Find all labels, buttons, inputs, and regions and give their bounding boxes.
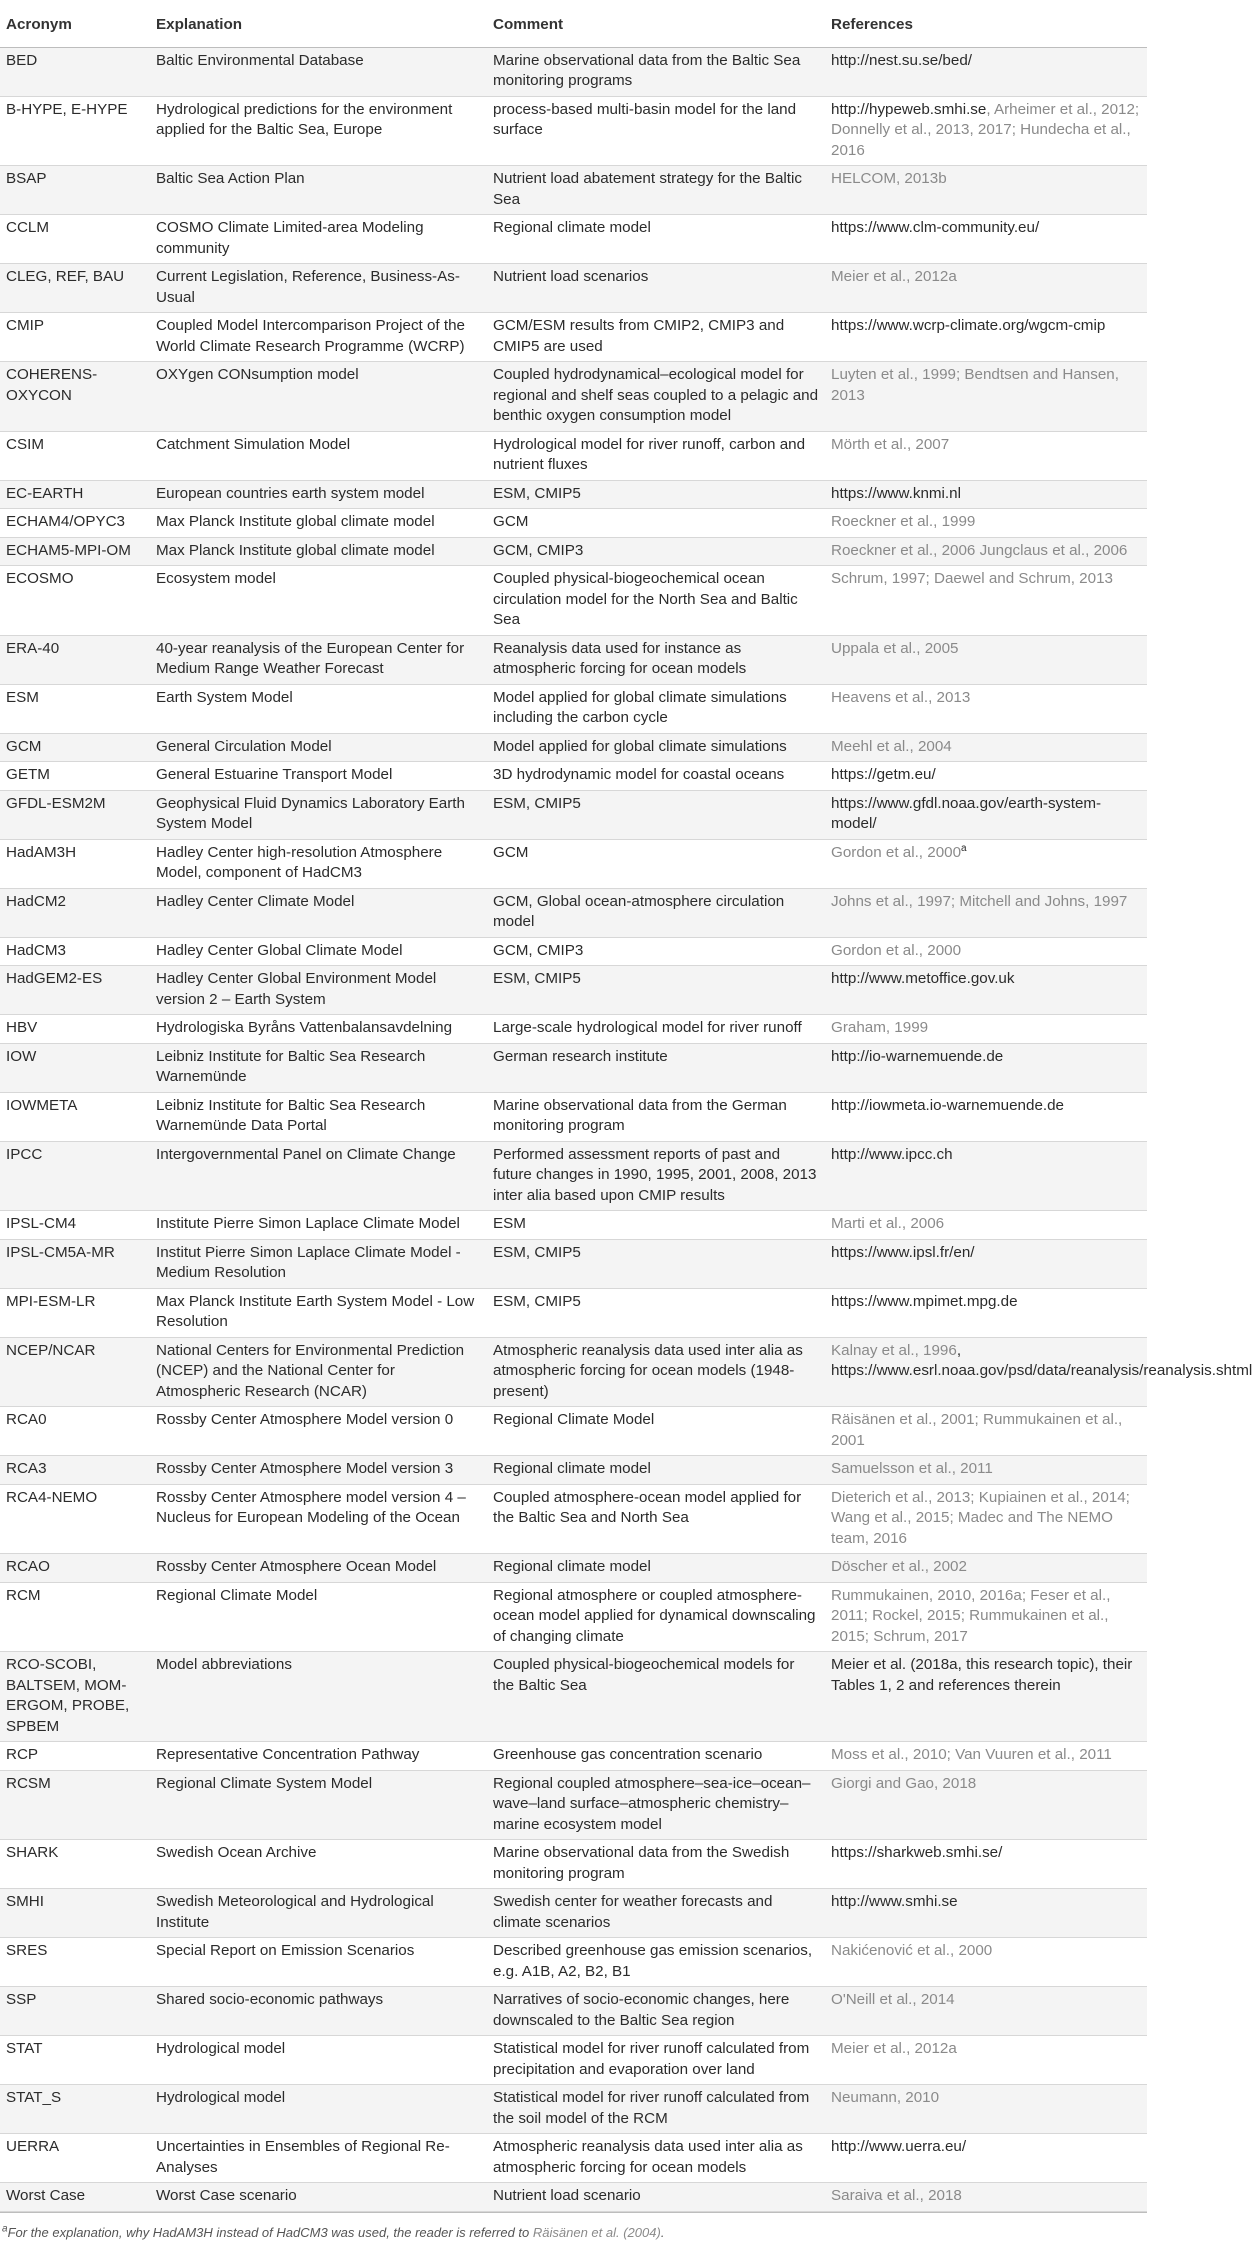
comment-cell: GCM, CMIP3 xyxy=(487,537,825,566)
table-row xyxy=(0,790,1147,839)
acronym-cell: CLEG, REF, BAU xyxy=(0,264,150,313)
header-explanation: Explanation xyxy=(150,6,487,47)
reference-citation[interactable]: Saraiva et al., 2018 xyxy=(831,2187,962,2204)
acronym-cell: IOWMETA xyxy=(0,1092,150,1141)
reference-citation[interactable]: Dieterich et al., 2013; Kupiainen et al., 2014; Wang et al., 2015; Madec and The NEMO team, 2016 xyxy=(831,1489,1130,1547)
explanation-cell: Ecosystem model xyxy=(150,566,487,636)
table-row xyxy=(0,2183,1147,2212)
references-cell xyxy=(825,96,1147,166)
references-cell xyxy=(825,1092,1147,1141)
reference-link[interactable]: https://www.knmi.nl xyxy=(831,485,961,502)
explanation-cell: Coupled Model Intercomparison Project of the World Climate Research Programme (WCRP) xyxy=(150,313,487,362)
acronym-cell: RCSM xyxy=(0,1770,150,1840)
footnote-mark: a xyxy=(2,2223,8,2234)
acronym-cell: CMIP xyxy=(0,313,150,362)
reference-citation[interactable]: Gordon et al., 2000 xyxy=(831,844,961,861)
references-cell xyxy=(825,1141,1147,1211)
acronym-cell: Worst Case xyxy=(0,2183,150,2212)
comment-cell: GCM/ESM results from CMIP2, CMIP3 and CMIP5 are used xyxy=(487,313,825,362)
explanation-cell: Swedish Ocean Archive xyxy=(150,1840,487,1889)
references-cell xyxy=(825,1015,1147,1044)
references-cell xyxy=(825,1288,1147,1337)
reference-citation[interactable]: Luyten et al., 1999; Bendtsen and Hansen, 2013 xyxy=(831,366,1119,404)
acronym-cell: IPSL-CM4 xyxy=(0,1211,150,1240)
explanation-cell: Institut Pierre Simon Laplace Climate Model - Medium Resolution xyxy=(150,1239,487,1288)
references-cell xyxy=(825,566,1147,636)
table-row xyxy=(0,1742,1147,1771)
reference-citation[interactable]: , xyxy=(986,101,994,118)
reference-citation[interactable]: HELCOM, 2013b xyxy=(831,170,947,187)
references-cell xyxy=(825,2134,1147,2183)
references-cell xyxy=(825,1043,1147,1092)
comment-cell: GCM xyxy=(487,509,825,538)
references-cell xyxy=(825,1938,1147,1987)
explanation-cell: Rossby Center Atmosphere model version 4 – Nucleus for European Modeling of the Ocean xyxy=(150,1484,487,1554)
acronym-cell: IPSL-CM5A-MR xyxy=(0,1239,150,1288)
comment-cell: Marine observational data from the German monitoring program xyxy=(487,1092,825,1141)
reference-citation[interactable]: Uppala et al., 2005 xyxy=(831,640,959,657)
comment-cell: Regional climate model xyxy=(487,1456,825,1485)
explanation-cell: Special Report on Emission Scenarios xyxy=(150,1938,487,1987)
comment-cell: Regional climate model xyxy=(487,215,825,264)
reference-link[interactable]: https://www.clm-community.eu/ xyxy=(831,219,1039,236)
table-row xyxy=(0,264,1147,313)
table-row xyxy=(0,684,1147,733)
references-cell xyxy=(825,1239,1147,1288)
references-cell xyxy=(825,1987,1147,2036)
reference-link[interactable]: http://iowmeta.io-warnemuende.de xyxy=(831,1097,1064,1114)
references-cell xyxy=(825,2085,1147,2134)
explanation-cell: Hydrological predictions for the environment applied for the Baltic Sea, Europe xyxy=(150,96,487,166)
references-cell xyxy=(825,888,1147,937)
explanation-cell: European countries earth system model xyxy=(150,480,487,509)
acronym-cell: RCA0 xyxy=(0,1407,150,1456)
table-row xyxy=(0,888,1147,937)
references-cell xyxy=(825,2183,1147,2212)
acronym-cell: STAT xyxy=(0,2036,150,2085)
references-cell xyxy=(825,1211,1147,1240)
explanation-cell: Baltic Sea Action Plan xyxy=(150,166,487,215)
reference-citation[interactable]: Arheimer et al., 2012; Donnelly et al., 2013, 2017; Hundecha et al., 2016 xyxy=(831,101,1139,159)
reference-link[interactable]: http://hypeweb.smhi.se xyxy=(831,101,986,118)
table-row xyxy=(0,215,1147,264)
acronym-cell: HadCM2 xyxy=(0,888,150,937)
explanation-cell: 40-year reanalysis of the European Center for Medium Range Weather Forecast xyxy=(150,635,487,684)
references-cell xyxy=(825,509,1147,538)
footnote-mark: a xyxy=(961,842,967,853)
reference-citation[interactable]: Marti et al., 2006 xyxy=(831,1215,944,1232)
explanation-cell: Max Planck Institute global climate model xyxy=(150,537,487,566)
acronym-cell: CCLM xyxy=(0,215,150,264)
acronym-cell: ECHAM5-MPI-OM xyxy=(0,537,150,566)
reference-link[interactable]: http://www.ipcc.ch xyxy=(831,1146,953,1163)
acronym-cell: GCM xyxy=(0,733,150,762)
comment-cell: Marine observational data from the Baltic Sea monitoring programs xyxy=(487,47,825,96)
reference-link[interactable]: http://www.metoffice.gov.uk xyxy=(831,970,1014,987)
explanation-cell: Catchment Simulation Model xyxy=(150,431,487,480)
explanation-cell: Hadley Center Global Environment Model version 2 – Earth System xyxy=(150,966,487,1015)
table-row xyxy=(0,96,1147,166)
table-footnote xyxy=(0,2212,1147,2243)
comment-cell: Regional climate model xyxy=(487,1554,825,1583)
comment-cell: process-based multi-basin model for the land surface xyxy=(487,96,825,166)
acronym-cell: ERA-40 xyxy=(0,635,150,684)
header-comment: Comment xyxy=(487,6,825,47)
explanation-cell: Leibniz Institute for Baltic Sea Research Warnemünde Data Portal xyxy=(150,1092,487,1141)
table-row xyxy=(0,480,1147,509)
explanation-cell: Hydrological model xyxy=(150,2085,487,2134)
table-row xyxy=(0,1239,1147,1288)
acronym-cell: B-HYPE, E-HYPE xyxy=(0,96,150,166)
comment-cell: ESM, CMIP5 xyxy=(487,1288,825,1337)
reference-citation[interactable]: Döscher et al., 2002 xyxy=(831,1558,967,1575)
references-cell xyxy=(825,790,1147,839)
references-cell xyxy=(825,1484,1147,1554)
explanation-cell: COSMO Climate Limited-area Modeling community xyxy=(150,215,487,264)
comment-cell: Atmospheric reanalysis data used inter alia as atmospheric forcing for ocean models xyxy=(487,2134,825,2183)
explanation-cell: Regional Climate System Model xyxy=(150,1770,487,1840)
table-row xyxy=(0,1484,1147,1554)
acronym-cell: MPI-ESM-LR xyxy=(0,1288,150,1337)
references-cell xyxy=(825,1840,1147,1889)
table-row xyxy=(0,1770,1147,1840)
references-cell xyxy=(825,264,1147,313)
acronym-cell: GETM xyxy=(0,762,150,791)
comment-cell: Nutrient load abatement strategy for the Baltic Sea xyxy=(487,166,825,215)
acronym-cell: HadGEM2-ES xyxy=(0,966,150,1015)
reference-citation[interactable]: Heavens et al., 2013 xyxy=(831,689,970,706)
explanation-cell: General Circulation Model xyxy=(150,733,487,762)
comment-cell: GCM, Global ocean-atmosphere circulation model xyxy=(487,888,825,937)
comment-cell: Statistical model for river runoff calculated from the soil model of the RCM xyxy=(487,2085,825,2134)
acronym-cell: HBV xyxy=(0,1015,150,1044)
references-cell xyxy=(825,166,1147,215)
table-row xyxy=(0,1043,1147,1092)
references-cell xyxy=(825,1889,1147,1938)
table-row xyxy=(0,1987,1147,2036)
reference-citation[interactable]: Gordon et al., 2000 xyxy=(831,942,961,959)
comment-cell: GCM xyxy=(487,839,825,888)
reference-citation[interactable]: Roeckner et al., 2006 Jungclaus et al., 2006 xyxy=(831,542,1127,559)
comment-cell: Coupled hydrodynamical–ecological model for regional and shelf seas coupled to a pelagic and benthic oxygen consumption model xyxy=(487,362,825,432)
acronym-cell: RCO-SCOBI, BALTSEM, MOM-ERGOM, PROBE, SPBEM xyxy=(0,1652,150,1742)
header-acronym: Acronym xyxy=(0,6,150,47)
acronym-cell: SSP xyxy=(0,1987,150,2036)
references-cell xyxy=(825,635,1147,684)
table-row xyxy=(0,1889,1147,1938)
table-row xyxy=(0,313,1147,362)
references-cell xyxy=(825,431,1147,480)
table-row xyxy=(0,362,1147,432)
comment-cell: Narratives of socio-economic changes, here downscaled to the Baltic Sea region xyxy=(487,1987,825,2036)
explanation-cell: Hadley Center Climate Model xyxy=(150,888,487,937)
explanation-cell: Institute Pierre Simon Laplace Climate Model xyxy=(150,1211,487,1240)
reference-link[interactable]: https://www.ipsl.fr/en/ xyxy=(831,1244,975,1261)
reference-citation[interactable]: Graham, 1999 xyxy=(831,1019,928,1036)
comment-cell: ESM xyxy=(487,1211,825,1240)
comment-cell: Large-scale hydrological model for river runoff xyxy=(487,1015,825,1044)
references-cell xyxy=(825,1582,1147,1652)
references-cell xyxy=(825,2036,1147,2085)
table-row xyxy=(0,635,1147,684)
comment-cell: Statistical model for river runoff calculated from precipitation and evaporation over land xyxy=(487,2036,825,2085)
acronym-cell: BSAP xyxy=(0,166,150,215)
comment-cell: ESM, CMIP5 xyxy=(487,966,825,1015)
table-row xyxy=(0,762,1147,791)
acronym-cell: RCA4-NEMO xyxy=(0,1484,150,1554)
acronym-cell: IOW xyxy=(0,1043,150,1092)
table-row xyxy=(0,1938,1147,1987)
comment-cell: Regional coupled atmosphere–sea-ice–ocean–wave–land surface–atmospheric chemistry–marine ecosystem model xyxy=(487,1770,825,1840)
explanation-cell: Swedish Meteorological and Hydrological Institute xyxy=(150,1889,487,1938)
reference-link[interactable]: http://www.uerra.eu/ xyxy=(831,2138,966,2155)
references-cell xyxy=(825,733,1147,762)
reference-link[interactable]: https://www.gfdl.noaa.gov/earth-system-model/ xyxy=(831,795,1101,833)
table-row xyxy=(0,1288,1147,1337)
table-row xyxy=(0,1337,1147,1407)
footnote-end: . xyxy=(661,2225,665,2240)
references-cell xyxy=(825,1652,1147,1742)
references-cell xyxy=(825,1554,1147,1583)
acronym-cell: GFDL-ESM2M xyxy=(0,790,150,839)
table-row xyxy=(0,1840,1147,1889)
explanation-cell: Baltic Environmental Database xyxy=(150,47,487,96)
acronym-cell: SHARK xyxy=(0,1840,150,1889)
table-row xyxy=(0,1554,1147,1583)
reference-citation[interactable]: Räisänen et al., 2001; Rummukainen et al., 2001 xyxy=(831,1411,1122,1449)
acronym-cell: COHERENS-OXYCON xyxy=(0,362,150,432)
explanation-cell: General Estuarine Transport Model xyxy=(150,762,487,791)
footnote-citation[interactable]: Räisänen et al. (2004) xyxy=(533,2225,661,2240)
acronym-cell: HadCM3 xyxy=(0,937,150,966)
reference-link[interactable]: https://sharkweb.smhi.se/ xyxy=(831,1844,1002,1861)
references-cell xyxy=(825,684,1147,733)
table-row xyxy=(0,537,1147,566)
references-cell xyxy=(825,762,1147,791)
acronym-cell: RCAO xyxy=(0,1554,150,1583)
reference-citation[interactable]: Kalnay et al., 1996 xyxy=(831,1342,957,1359)
comment-cell: Regional Climate Model xyxy=(487,1407,825,1456)
acronym-cell: UERRA xyxy=(0,2134,150,2183)
table-row xyxy=(0,1015,1147,1044)
reference-citation[interactable]: Mörth et al., 2007 xyxy=(831,436,949,453)
acronym-cell: BED xyxy=(0,47,150,96)
acronym-cell: RCP xyxy=(0,1742,150,1771)
reference-link[interactable]: https://www.wcrp-climate.org/wgcm-cmip xyxy=(831,317,1105,334)
comment-cell: Hydrological model for river runoff, carbon and nutrient fluxes xyxy=(487,431,825,480)
comment-cell: Nutrient load scenario xyxy=(487,2183,825,2212)
explanation-cell: National Centers for Environmental Prediction (NCEP) and the National Center for Atmospheric Research (NCAR) xyxy=(150,1337,487,1407)
explanation-cell: Shared socio-economic pathways xyxy=(150,1987,487,2036)
reference-link[interactable]: , https://www.esrl.noaa.gov/psd/data/reanalysis/reanalysis.shtml xyxy=(831,1342,1252,1380)
comment-cell: Atmospheric reanalysis data used inter alia as atmospheric forcing for ocean models (1948-present) xyxy=(487,1337,825,1407)
table-row xyxy=(0,839,1147,888)
table-row xyxy=(0,1211,1147,1240)
references-cell xyxy=(825,537,1147,566)
reference-citation[interactable]: O'Neill et al., 2014 xyxy=(831,1991,955,2008)
references-cell xyxy=(825,215,1147,264)
acronym-cell: SMHI xyxy=(0,1889,150,1938)
acronym-cell: STAT_S xyxy=(0,2085,150,2134)
table-row xyxy=(0,733,1147,762)
explanation-cell: Current Legislation, Reference, Business-As-Usual xyxy=(150,264,487,313)
table-row xyxy=(0,566,1147,636)
comment-cell: Marine observational data from the Swedish monitoring program xyxy=(487,1840,825,1889)
reference-citation[interactable]: Moss et al., 2010; Van Vuuren et al., 2011 xyxy=(831,1746,1112,1763)
comment-cell: Greenhouse gas concentration scenario xyxy=(487,1742,825,1771)
acronym-cell: ECOSMO xyxy=(0,566,150,636)
table-row xyxy=(0,2085,1147,2134)
explanation-cell: Rossby Center Atmosphere Model version 3 xyxy=(150,1456,487,1485)
explanation-cell: Rossby Center Atmosphere Ocean Model xyxy=(150,1554,487,1583)
acronym-cell: EC-EARTH xyxy=(0,480,150,509)
comment-cell: Coupled atmosphere-ocean model applied for the Baltic Sea and North Sea xyxy=(487,1484,825,1554)
references-cell xyxy=(825,966,1147,1015)
reference-citation[interactable]: Giorgi and Gao, 2018 xyxy=(831,1775,976,1792)
references-cell xyxy=(825,313,1147,362)
references-cell xyxy=(825,1456,1147,1485)
comment-cell: ESM, CMIP5 xyxy=(487,480,825,509)
reference-citation[interactable]: Schrum, 1997; Daewel and Schrum, 2013 xyxy=(831,570,1113,587)
table-body xyxy=(0,47,1147,2211)
table-row xyxy=(0,2134,1147,2183)
explanation-cell: Regional Climate Model xyxy=(150,1582,487,1652)
table-row xyxy=(0,431,1147,480)
acronym-cell: ESM xyxy=(0,684,150,733)
explanation-cell: OXYgen CONsumption model xyxy=(150,362,487,432)
table-row xyxy=(0,1456,1147,1485)
acronym-cell: SRES xyxy=(0,1938,150,1987)
references-cell xyxy=(825,1742,1147,1771)
comment-cell: Described greenhouse gas emission scenarios, e.g. A1B, A2, B2, B1 xyxy=(487,1938,825,1987)
reference-link[interactable]: https://www.mpimet.mpg.de xyxy=(831,1293,1018,1310)
explanation-cell: Geophysical Fluid Dynamics Laboratory Earth System Model xyxy=(150,790,487,839)
reference-citation[interactable]: Meier et al., 2012a xyxy=(831,2040,957,2057)
explanation-cell: Hydrological model xyxy=(150,2036,487,2085)
references-cell xyxy=(825,937,1147,966)
acronym-cell: RCA3 xyxy=(0,1456,150,1485)
reference-citation[interactable]: Rummukainen, 2010, 2016a; Feser et al., 2011; Rockel, 2015; Rummukainen et al., 2015; Schrum, 2017 xyxy=(831,1587,1110,1645)
acronym-cell: IPCC xyxy=(0,1141,150,1211)
table-row xyxy=(0,509,1147,538)
reference-citation[interactable]: Johns et al., 1997; Mitchell and Johns, 1997 xyxy=(831,893,1127,910)
table-row xyxy=(0,1652,1147,1742)
table-row xyxy=(0,937,1147,966)
comment-cell: Model applied for global climate simulations xyxy=(487,733,825,762)
explanation-cell: Intergovernmental Panel on Climate Change xyxy=(150,1141,487,1211)
table-row xyxy=(0,47,1147,96)
reference-citation[interactable]: Samuelsson et al., 2011 xyxy=(831,1460,993,1477)
references-cell xyxy=(825,362,1147,432)
references-cell xyxy=(825,1407,1147,1456)
reference-link[interactable]: https://getm.eu/ xyxy=(831,766,936,783)
table-row xyxy=(0,1141,1147,1211)
reference-citation[interactable]: Neumann, 2010 xyxy=(831,2089,939,2106)
reference-link[interactable]: http://io-warnemuende.de xyxy=(831,1048,1003,1065)
reference-citation[interactable]: Roeckner et al., 1999 xyxy=(831,513,975,530)
acronym-cell: CSIM xyxy=(0,431,150,480)
table-row xyxy=(0,966,1147,1015)
explanation-cell: Max Planck Institute global climate model xyxy=(150,509,487,538)
explanation-cell: Worst Case scenario xyxy=(150,2183,487,2212)
acronym-cell: ECHAM4/OPYC3 xyxy=(0,509,150,538)
comment-cell: Nutrient load scenarios xyxy=(487,264,825,313)
reference-link[interactable]: http://www.smhi.se xyxy=(831,1893,958,1910)
comment-cell: Swedish center for weather forecasts and climate scenarios xyxy=(487,1889,825,1938)
acronym-cell: RCM xyxy=(0,1582,150,1652)
comment-cell: ESM, CMIP5 xyxy=(487,790,825,839)
acronym-cell: HadAM3H xyxy=(0,839,150,888)
comment-cell: German research institute xyxy=(487,1043,825,1092)
comment-cell: GCM, CMIP3 xyxy=(487,937,825,966)
comment-cell: Model applied for global climate simulations including the carbon cycle xyxy=(487,684,825,733)
comment-cell: 3D hydrodynamic model for coastal oceans xyxy=(487,762,825,791)
explanation-cell: Leibniz Institute for Baltic Sea Research Warnemünde xyxy=(150,1043,487,1092)
explanation-cell: Representative Concentration Pathway xyxy=(150,1742,487,1771)
references-cell xyxy=(825,839,1147,888)
table-row xyxy=(0,2036,1147,2085)
comment-cell: Coupled physical-biogeochemical ocean circulation model for the North Sea and Baltic Sea xyxy=(487,566,825,636)
footnote-text: For the explanation, why HadAM3H instead of HadCM3 was used, the reader is referred to xyxy=(8,2225,533,2240)
reference-link[interactable]: Meier et al. (2018a, this research topic), their Tables 1, 2 and references therein xyxy=(831,1656,1132,1694)
explanation-cell: Hadley Center Global Climate Model xyxy=(150,937,487,966)
table-row xyxy=(0,1092,1147,1141)
explanation-cell: Max Planck Institute Earth System Model - Low Resolution xyxy=(150,1288,487,1337)
table-header-row xyxy=(0,6,1147,47)
comment-cell: Performed assessment reports of past and future changes in 1990, 1995, 2001, 2008, 2013 inter alia based upon CMIP results xyxy=(487,1141,825,1211)
explanation-cell: Model abbreviations xyxy=(150,1652,487,1742)
header-references: References xyxy=(825,6,1147,47)
reference-citation[interactable]: Nakićenović et al., 2000 xyxy=(831,1942,992,1959)
acronym-cell: NCEP/NCAR xyxy=(0,1337,150,1407)
comment-cell: Coupled physical-biogeochemical models for the Baltic Sea xyxy=(487,1652,825,1742)
table-row xyxy=(0,1407,1147,1456)
reference-link[interactable]: http://nest.su.se/bed/ xyxy=(831,52,972,69)
comment-cell: Reanalysis data used for instance as atmospheric forcing for ocean models xyxy=(487,635,825,684)
references-cell xyxy=(825,1770,1147,1840)
explanation-cell: Hydrologiska Byråns Vattenbalansavdelning xyxy=(150,1015,487,1044)
reference-citation[interactable]: Meier et al., 2012a xyxy=(831,268,957,285)
comment-cell: ESM, CMIP5 xyxy=(487,1239,825,1288)
table-row xyxy=(0,166,1147,215)
reference-citation[interactable]: Meehl et al., 2004 xyxy=(831,738,952,755)
explanation-cell: Uncertainties in Ensembles of Regional Re-Analyses xyxy=(150,2134,487,2183)
references-cell xyxy=(825,47,1147,96)
explanation-cell: Rossby Center Atmosphere Model version 0 xyxy=(150,1407,487,1456)
explanation-cell: Earth System Model xyxy=(150,684,487,733)
references-cell xyxy=(825,1337,1147,1407)
comment-cell: Regional atmosphere or coupled atmosphere-ocean model applied for dynamical downscaling of changing climate xyxy=(487,1582,825,1652)
references-cell xyxy=(825,480,1147,509)
table-row xyxy=(0,1582,1147,1652)
acronym-table xyxy=(0,6,1147,2212)
explanation-cell: Hadley Center high-resolution Atmosphere Model, component of HadCM3 xyxy=(150,839,487,888)
